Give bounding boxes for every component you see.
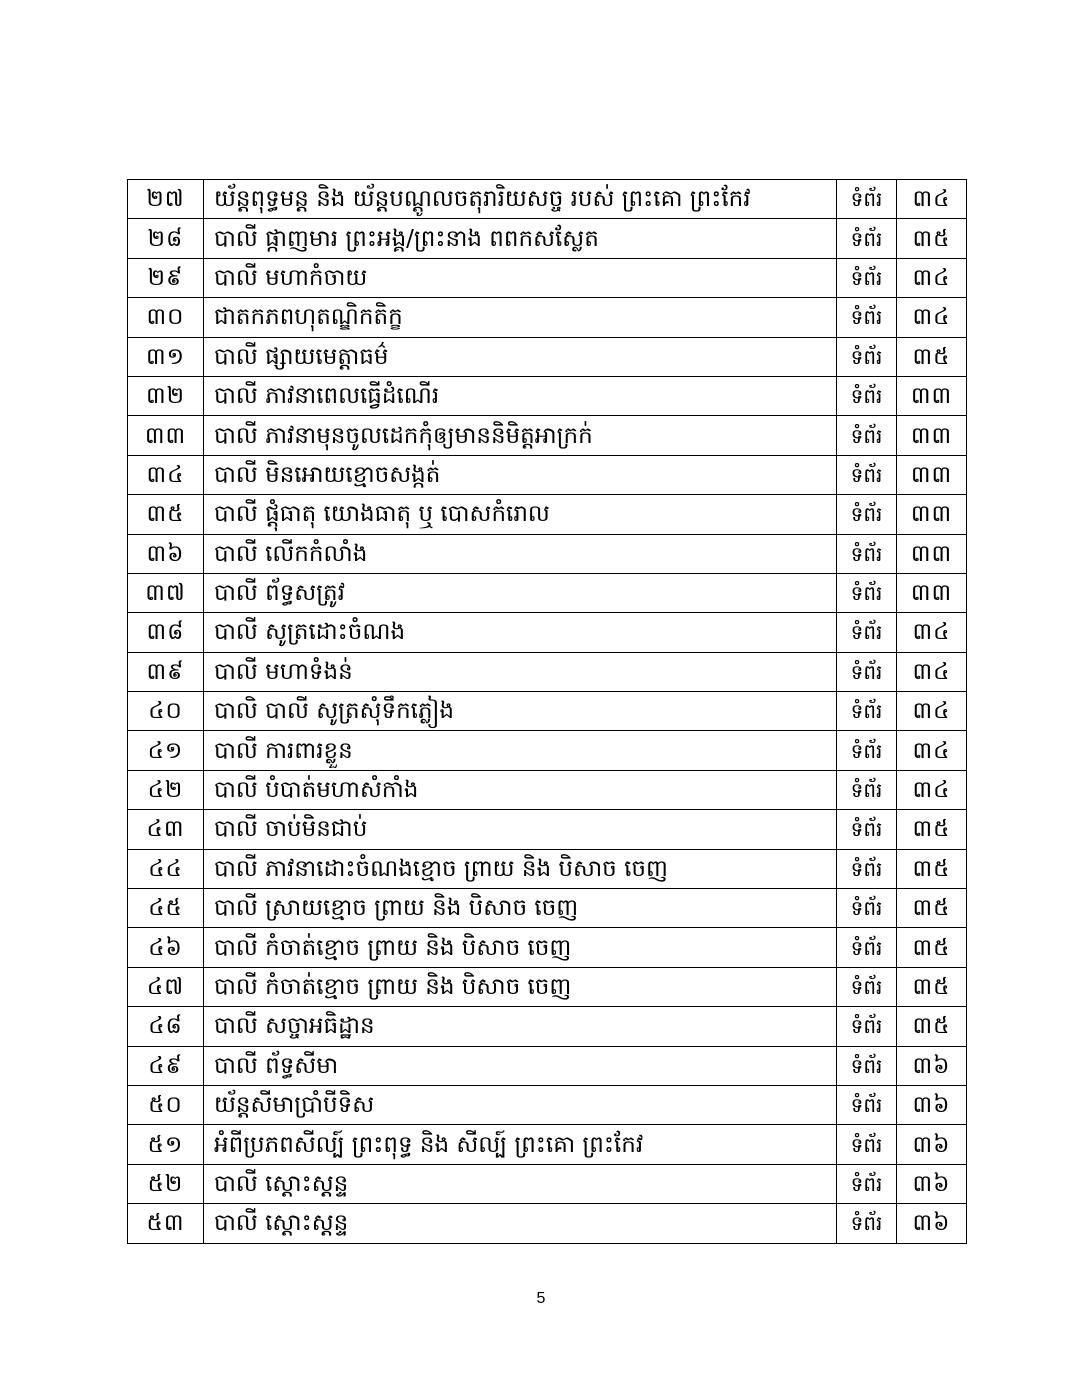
page-word: ទំព័រ — [837, 180, 897, 219]
page-word: ទំព័រ — [837, 258, 897, 297]
table-row — [128, 337, 967, 376]
entry-title: បាលី ព័ទ្ធសីមា — [204, 1046, 837, 1085]
page-word: ទំព័រ — [837, 613, 897, 652]
page-number: 5 — [536, 1290, 546, 1307]
entry-page-number: ៣៦ — [897, 1164, 967, 1203]
table-row — [128, 455, 967, 494]
entry-title: យ័ន្តសីមាប្រាំបីទិស — [204, 1085, 837, 1124]
entry-title: បាលិ បាលី សូត្រសុំទឹកភ្លៀង — [204, 692, 837, 731]
entry-title: បាលី មហាទំងន់ — [204, 652, 837, 691]
table-row — [128, 810, 967, 849]
entry-page-number: ៣៤ — [897, 298, 967, 337]
entry-number: ៥១ — [128, 1125, 204, 1164]
entry-number: ៤១ — [128, 731, 204, 770]
page-word: ទំព័រ — [837, 337, 897, 376]
entry-number: ៤៣ — [128, 810, 204, 849]
page-word: ទំព័រ — [837, 455, 897, 494]
entry-page-number: ៣៤ — [897, 180, 967, 219]
entry-title: បាលី បំបាត់មហាសំកាំង — [204, 770, 837, 809]
entry-number: ៥២ — [128, 1164, 204, 1203]
table-row — [128, 613, 967, 652]
entry-title: អំពីប្រភពសីល្ប៍ ព្រះពុទ្ធ និង សីល្ប៍ ព្រះគោ ព្រះកែវ — [204, 1125, 837, 1164]
page-word: ទំព័រ — [837, 1007, 897, 1046]
entry-page-number: ៣៦ — [897, 1085, 967, 1124]
entry-page-number: ៣៣ — [897, 416, 967, 455]
page-word: ទំព័រ — [837, 1046, 897, 1085]
table-row — [128, 534, 967, 573]
page-word: ទំព័រ — [837, 1164, 897, 1203]
entry-number: ៣៨ — [128, 613, 204, 652]
entry-title: បាលី លើកកំលាំង — [204, 534, 837, 573]
entry-page-number: ៣៣ — [897, 455, 967, 494]
table-row — [128, 258, 967, 297]
entry-title: យ័ន្តពុទ្ធមន្ត និង យ័ន្តបណ្តូលចតុរារិយសច្ច របស់ ព្រះគោ ព្រះកែវ — [204, 180, 837, 219]
page-word: ទំព័រ — [837, 1125, 897, 1164]
entry-title: បាលី ភាវនាពេលធ្វើដំណើរ — [204, 376, 837, 415]
table-row — [128, 770, 967, 809]
table-row — [128, 889, 967, 928]
page-word: ទំព័រ — [837, 376, 897, 415]
table-row — [128, 573, 967, 612]
entry-number: ៤៤ — [128, 849, 204, 888]
entry-title: បាលី សូត្រដោះចំណង — [204, 613, 837, 652]
entry-number: ៤៧ — [128, 967, 204, 1006]
entry-page-number: ៣៤ — [897, 258, 967, 297]
entry-page-number: ៣៦ — [897, 1046, 967, 1085]
page-word: ទំព័រ — [837, 416, 897, 455]
table-row — [128, 298, 967, 337]
entry-number: ៣៣ — [128, 416, 204, 455]
page-word: ទំព័រ — [837, 534, 897, 573]
entry-title: បាលី ស្តោះស្តន្ទ — [204, 1164, 837, 1203]
table-row — [128, 849, 967, 888]
entry-page-number: ៣៦ — [897, 1125, 967, 1164]
page-word: ទំព័រ — [837, 495, 897, 534]
entry-number: ៣៦ — [128, 534, 204, 573]
entry-number: ៣២ — [128, 376, 204, 415]
entry-number: ៣១ — [128, 337, 204, 376]
table-row — [128, 376, 967, 415]
table-row — [128, 692, 967, 731]
entry-page-number: ៣៤ — [897, 770, 967, 809]
table-of-contents — [127, 179, 967, 1244]
toc-body — [128, 180, 967, 1244]
entry-number: ៤០ — [128, 692, 204, 731]
entry-number: ៤៨ — [128, 1007, 204, 1046]
entry-title: បាលី ផ្កាញមារ ព្រះអង្គ/ព្រះនាង ពពកសស្លែត — [204, 219, 837, 258]
entry-number: ៣៩ — [128, 652, 204, 691]
entry-page-number: ៣៥ — [897, 1007, 967, 1046]
entry-page-number: ៣៥ — [897, 849, 967, 888]
entry-page-number: ៣៥ — [897, 337, 967, 376]
entry-page-number: ៣៥ — [897, 928, 967, 967]
entry-number: ៤២ — [128, 770, 204, 809]
entry-number: ២៩ — [128, 258, 204, 297]
table-row — [128, 180, 967, 219]
entry-page-number: ៣៣ — [897, 495, 967, 534]
entry-page-number: ៣៣ — [897, 534, 967, 573]
table-row — [128, 1085, 967, 1124]
entry-title: បាលី មិនអោយខ្មោចសង្កត់ — [204, 455, 837, 494]
page-word: ទំព័រ — [837, 849, 897, 888]
page-word: ទំព័រ — [837, 889, 897, 928]
table-row — [128, 219, 967, 258]
entry-number: ៣៥ — [128, 495, 204, 534]
entry-page-number: ៣៥ — [897, 810, 967, 849]
table-row — [128, 1125, 967, 1164]
page-word: ទំព័រ — [837, 810, 897, 849]
entry-title: បាលី សច្ចាអធិដ្ឋាន — [204, 1007, 837, 1046]
entry-page-number: ៣៣ — [897, 376, 967, 415]
entry-page-number: ៣៤ — [897, 613, 967, 652]
entry-page-number: ៣៥ — [897, 219, 967, 258]
table-row — [128, 1164, 967, 1203]
page-word: ទំព័រ — [837, 652, 897, 691]
entry-number: ៣០ — [128, 298, 204, 337]
table-row — [128, 1046, 967, 1085]
page-word: ទំព័រ — [837, 692, 897, 731]
entry-number: ៤៩ — [128, 1046, 204, 1085]
entry-page-number: ៣៤ — [897, 731, 967, 770]
entry-title: បាលី ស្តោះស្តន្ទ — [204, 1204, 837, 1243]
entry-number: ២៨ — [128, 219, 204, 258]
page-word: ទំព័រ — [837, 1085, 897, 1124]
entry-number: ៥០ — [128, 1085, 204, 1124]
entry-title: បាលី ភាវនាមុនចូលដេកកុំឲ្យមាននិមិត្តអាក្រក់ — [204, 416, 837, 455]
table-row — [128, 928, 967, 967]
page-word: ទំព័រ — [837, 967, 897, 1006]
entry-number: ៣៤ — [128, 455, 204, 494]
entry-title: បាលី ភាវនាដោះចំណងខ្មោច ព្រាយ និង បិសាច ចេញ — [204, 849, 837, 888]
table-row — [128, 495, 967, 534]
entry-page-number: ៣៥ — [897, 967, 967, 1006]
entry-page-number: ៣៤ — [897, 652, 967, 691]
table-row — [128, 652, 967, 691]
entry-title: បាលី ផ្តុំធាតុ យោងធាតុ ឬ បោសកំរោល — [204, 495, 837, 534]
entry-number: ៣៧ — [128, 573, 204, 612]
entry-title: បាលី ការពារខ្លួន — [204, 731, 837, 770]
entry-page-number: ៣៣ — [897, 573, 967, 612]
page-word: ទំព័រ — [837, 573, 897, 612]
entry-page-number: ៣៥ — [897, 889, 967, 928]
entry-title: បាលី មហាកំចាយ — [204, 258, 837, 297]
table-row — [128, 1007, 967, 1046]
page-word: ទំព័រ — [837, 298, 897, 337]
entry-title: បាលី ផ្សាយមេត្តាធម៌ — [204, 337, 837, 376]
page-word: ទំព័រ — [837, 770, 897, 809]
table-row — [128, 731, 967, 770]
entry-page-number: ៣៤ — [897, 692, 967, 731]
entry-title: បាលី ចាប់មិនជាប់ — [204, 810, 837, 849]
table-row — [128, 967, 967, 1006]
entry-title: ជាតកភពហុតណ្ឌិកតិក្ខ — [204, 298, 837, 337]
entry-title: បាលី ព័ទ្ធសត្រូវ — [204, 573, 837, 612]
entry-number: ២៧ — [128, 180, 204, 219]
page-word: ទំព័រ — [837, 928, 897, 967]
page-word: ទំព័រ — [837, 1204, 897, 1243]
table-row — [128, 1204, 967, 1243]
entry-number: ៥៣ — [128, 1204, 204, 1243]
table-row — [128, 416, 967, 455]
entry-title: បាលី ស្រាយខ្មោច ព្រាយ និង បិសាច ចេញ — [204, 889, 837, 928]
entry-page-number: ៣៦ — [897, 1204, 967, 1243]
entry-title: បាលី កំចាត់ខ្មោច ព្រាយ និង បិសាច ចេញ — [204, 928, 837, 967]
page-word: ទំព័រ — [837, 219, 897, 258]
page-word: ទំព័រ — [837, 731, 897, 770]
entry-number: ៤៦ — [128, 928, 204, 967]
entry-title: បាលី កំចាត់ខ្មោច ព្រាយ និង បិសាច ចេញ — [204, 967, 837, 1006]
entry-number: ៤៥ — [128, 889, 204, 928]
